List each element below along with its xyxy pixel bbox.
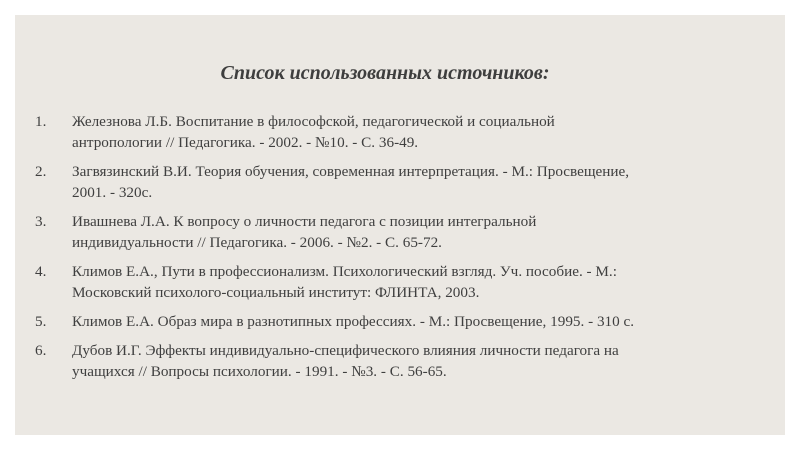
reference-number: 6. [35,342,47,359]
reference-line: учащихся // Вопросы психологии. - 1991. - №3. - С. 56-65. [72,363,447,380]
slide-title: Список использованных источников: [220,62,550,84]
reference-text [72,111,715,153]
reference-text [72,340,715,382]
reference-text [72,311,715,332]
reference-list [35,111,715,390]
reference-item [35,161,715,203]
reference-line: Дубов И.Г. Эффекты индивидуально-специфического влияния личности педагога на [72,342,619,359]
reference-line: Загвязинский В.И. Теория обучения, современная интерпретация. - М.: Просвещение, [72,163,630,180]
reference-item [35,261,715,303]
reference-line: Климов Е.А. Образ мира в разнотипных профессиях. - М.: Просвещение, 1995. - 310 с. [72,313,635,330]
reference-text [72,261,715,303]
reference-line: антропологии // Педагогика. - 2002. - №10. - С. 36-49. [72,134,419,151]
reference-text [72,161,715,203]
reference-line: Ивашнева Л.А. К вопросу о личности педагога с позиции интегральной [72,213,537,230]
reference-line: Московский психолого-социальный институт: ФЛИНТА, 2003. [72,284,480,301]
reference-number: 4. [35,263,47,280]
reference-item [35,111,715,153]
reference-number: 2. [35,163,47,180]
reference-item [35,311,715,332]
reference-item [35,211,715,253]
reference-line: Климов Е.А., Пути в профессионализм. Психологический взгляд. Уч. пособие. - М.: [72,263,617,280]
reference-number: 3. [35,213,47,230]
reference-number: 1. [35,113,47,130]
reference-text [72,211,715,253]
reference-line: 2001. - 320с. [72,184,153,201]
reference-line: Железнова Л.Б. Воспитание в философской, педагогической и социальной [72,113,555,130]
reference-line: индивидуальности // Педагогика. - 2006. - №2. - С. 65-72. [72,234,442,251]
reference-number: 5. [35,313,47,330]
reference-item [35,340,715,382]
